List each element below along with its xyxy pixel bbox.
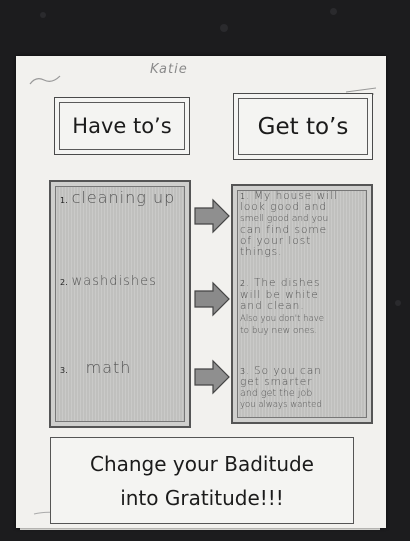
item-number: 1. bbox=[240, 192, 250, 201]
get-to-line: to buy new ones. bbox=[240, 326, 318, 336]
have-to-column bbox=[49, 180, 191, 428]
get-to-line: smell good and you bbox=[240, 214, 329, 224]
get-to-header: Get to’s bbox=[238, 98, 368, 155]
get-to-item-1 bbox=[240, 191, 368, 258]
get-to-line: and clean. bbox=[240, 300, 305, 312]
background-speck bbox=[395, 300, 401, 306]
get-to-line: will be white bbox=[240, 288, 319, 301]
item-number: 2. bbox=[240, 279, 250, 288]
get-to-line: The dishes bbox=[253, 277, 321, 289]
have-to-text: cleaning up bbox=[71, 188, 176, 207]
get-to-line: can find some bbox=[240, 224, 328, 236]
get-to-line: So you can bbox=[253, 365, 322, 377]
get-to-line: and get the job bbox=[240, 388, 313, 399]
have-to-text: math bbox=[85, 358, 132, 377]
get-to-item-3 bbox=[240, 366, 368, 411]
get-to-line: you always wanted bbox=[240, 400, 322, 410]
get-to-line: Also you don't have bbox=[240, 313, 325, 324]
item-number: 3. bbox=[240, 367, 250, 376]
footer-line-2: into Gratitude!!! bbox=[120, 485, 284, 510]
have-to-item-2 bbox=[60, 272, 157, 290]
gratitude-footer-box bbox=[50, 437, 354, 524]
item-number: 2. bbox=[60, 278, 68, 287]
have-to-header-box bbox=[54, 97, 190, 155]
have-to-item-1 bbox=[60, 188, 175, 208]
footer-line-1: Change your Baditude bbox=[89, 451, 314, 476]
arrow-icon bbox=[193, 281, 231, 317]
background-speck bbox=[40, 12, 46, 18]
get-to-line: of your lost bbox=[240, 235, 312, 247]
have-to-header: Have to’s bbox=[59, 102, 185, 150]
get-to-item-2 bbox=[240, 278, 368, 338]
background-speck bbox=[330, 8, 337, 15]
corner-mark-left bbox=[26, 70, 66, 90]
have-to-item-3 bbox=[60, 358, 131, 378]
arrow-icon bbox=[193, 198, 231, 234]
arrow-icon bbox=[193, 359, 231, 395]
get-to-line: get smarter bbox=[240, 376, 313, 388]
have-to-column-inner bbox=[55, 186, 185, 422]
get-to-line: look good and bbox=[240, 201, 328, 213]
item-number: 1. bbox=[60, 196, 68, 205]
student-name: Katie bbox=[150, 62, 188, 77]
get-to-line: things. bbox=[240, 246, 283, 258]
item-number: 3. bbox=[60, 366, 68, 375]
background-speck bbox=[220, 24, 228, 32]
get-to-header-box bbox=[233, 93, 373, 160]
get-to-line: My house will bbox=[253, 190, 338, 202]
have-to-text: washdishes bbox=[71, 274, 157, 289]
